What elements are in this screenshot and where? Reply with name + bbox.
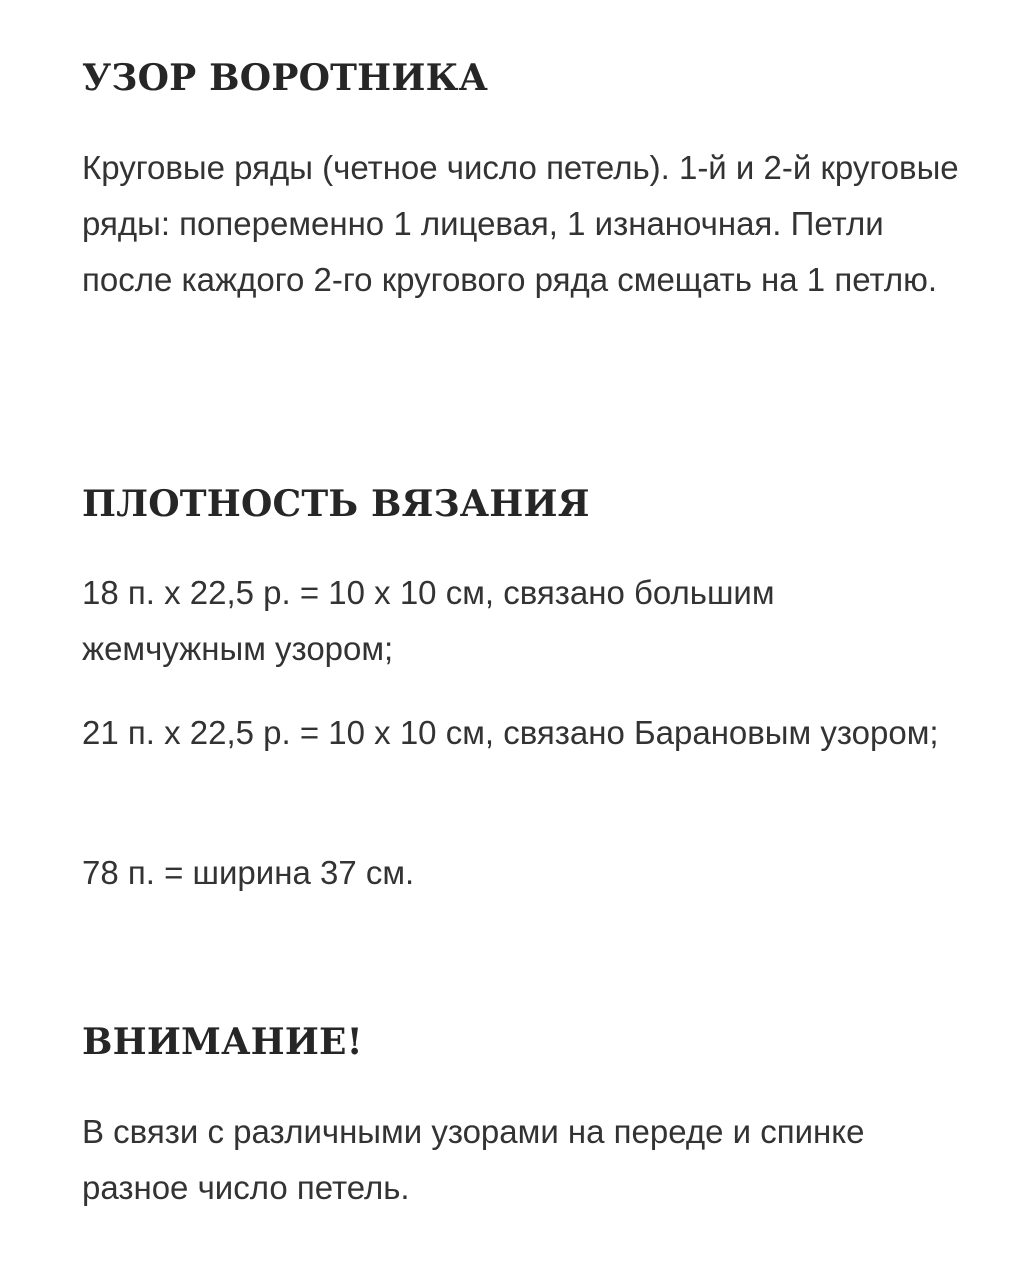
- paragraph-collar-pattern: Круговые ряды (четное число петель). 1-й и 2-й круговые ряды: попеременно 1 лицевая, 1 изнаночная. Петли после каждого 2-го кругового ряда смещать на 1 петлю.: [82, 149, 959, 298]
- section-heading-attention: ВНИМАНИЕ!: [82, 1021, 363, 1063]
- section-heading-collar-pattern: УЗОР ВОРОТНИКА: [82, 57, 489, 99]
- paragraph-gauge-width: 78 п. = ширина 37 см.: [82, 854, 415, 891]
- paragraph-gauge-pearl: 18 п. х 22,5 р. = 10 х 10 см, связано большим жемчужным узором;: [82, 574, 775, 667]
- paragraph-attention: В связи с различными узорами на переде и спинке разное число петель.: [82, 1113, 865, 1206]
- paragraph-gauge-baranov: 21 п. х 22,5 р. = 10 х 10 см, связано Барановым узором;: [82, 714, 939, 751]
- section-heading-knitting-gauge: ПЛОТНОСТЬ ВЯЗАНИЯ: [82, 483, 590, 525]
